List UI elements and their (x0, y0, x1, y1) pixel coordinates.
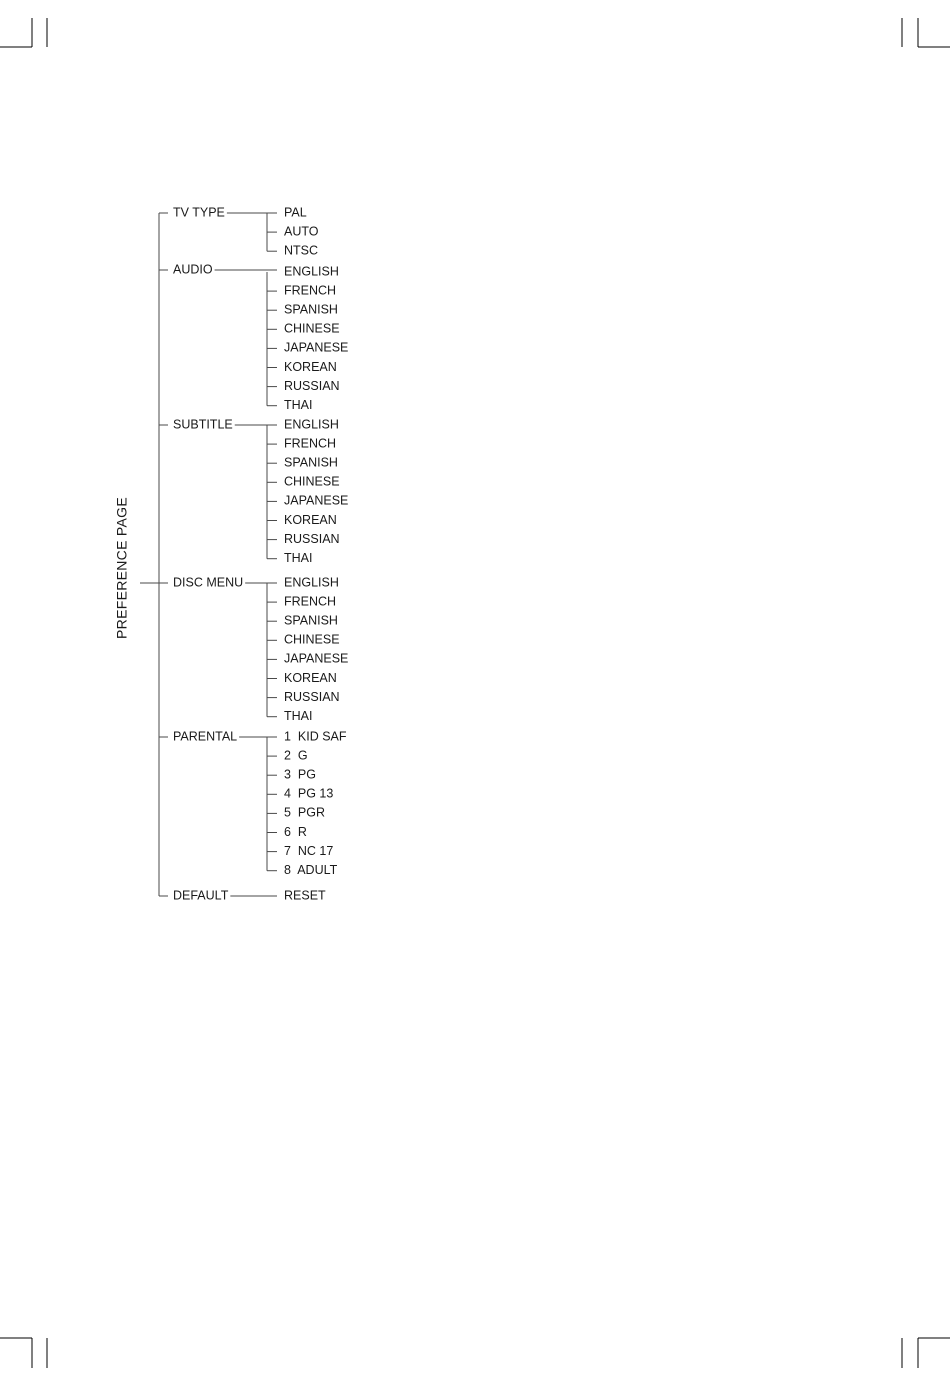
option-label: RUSSIAN (284, 531, 340, 546)
option-label: AUTO (284, 224, 319, 239)
option-label: 6 R (284, 824, 307, 839)
option-label: FRENCH (284, 594, 337, 609)
option-label: CHINESE (284, 632, 340, 647)
option-label: ENGLISH (284, 575, 339, 590)
section-label-tv-type: TV TYPE (173, 205, 225, 220)
option-label: SPANISH (284, 455, 338, 470)
option-label: KOREAN (284, 359, 337, 374)
section-label-subtitle: SUBTITLE (173, 417, 233, 432)
option-label: SPANISH (284, 302, 338, 317)
option-label: SPANISH (284, 613, 338, 628)
option-label: 7 NC 17 (284, 843, 334, 858)
option-label: KOREAN (284, 670, 337, 685)
section-label-disc-menu: DISC MENU (173, 575, 244, 590)
option-label: 3 PG (284, 767, 316, 782)
option-label: JAPANESE (284, 651, 349, 666)
crop-marks (0, 18, 950, 1368)
section-label-default: DEFAULT (173, 888, 229, 903)
option-label: THAI (284, 708, 313, 723)
tree-labels (114, 205, 349, 902)
option-label: 5 PGR (284, 805, 325, 820)
option-label: CHINESE (284, 474, 340, 489)
option-label: 8 ADULT (284, 862, 338, 877)
option-label: 1 KID SAF (284, 729, 347, 744)
option-label: RESET (284, 888, 326, 903)
section-label-parental: PARENTAL (173, 729, 238, 744)
option-label: JAPANESE (284, 340, 349, 355)
option-label: JAPANESE (284, 493, 349, 508)
tree-connector-lines (140, 213, 277, 896)
option-label: CHINESE (284, 321, 340, 336)
option-label: FRENCH (284, 283, 337, 298)
root-label: PREFERENCE PAGE (113, 497, 130, 639)
option-label: PAL (284, 205, 307, 220)
option-label: THAI (284, 397, 313, 412)
option-label: RUSSIAN (284, 689, 340, 704)
option-label: FRENCH (284, 436, 337, 451)
option-label: 4 PG 13 (284, 786, 334, 801)
option-label: NTSC (284, 243, 319, 258)
option-label: THAI (284, 550, 313, 565)
option-label: RUSSIAN (284, 378, 340, 393)
option-label: ENGLISH (284, 417, 339, 432)
option-label: ENGLISH (284, 264, 339, 279)
section-label-audio: AUDIO (173, 262, 213, 277)
option-label: KOREAN (284, 512, 337, 527)
option-label: 2 G (284, 748, 308, 763)
